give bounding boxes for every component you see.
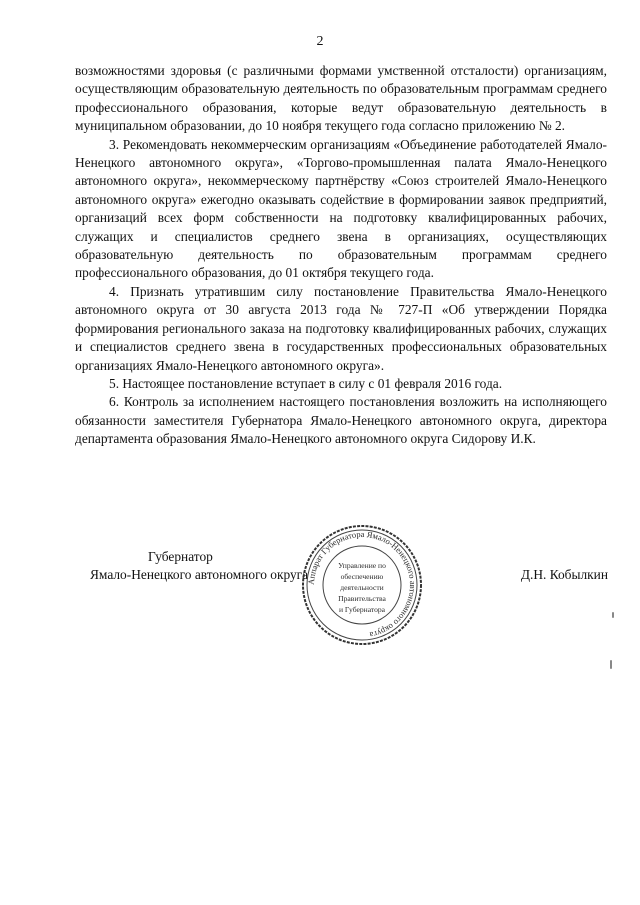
paragraph-item-4: 4. Признать утратившим силу постановление Правительства Ямало-Ненецкого автономного округа от 30 августа 2013 года № 727-П «Об утверждении Порядка формирования регионального заказа на подготовку квалифицированных рабочих, служащих и специалистов среднего звена в государственных профессиональных образовательных организациях Ямало-Ненецкого автономного округа». — [75, 283, 607, 373]
seal-outer-text: Аппарат Губернатора Ямало-Ненецкого автономного округа — [305, 528, 419, 641]
margin-ink-mark — [610, 660, 612, 669]
signatory-region: Ямало-Ненецкого автономного округа — [90, 567, 309, 582]
official-seal-stamp — [300, 523, 424, 647]
seal-inner-line-4: Правительства — [338, 594, 386, 603]
seal-inner-line-3: деятельности — [340, 583, 384, 592]
seal-inner-line-1: Управление по — [338, 561, 386, 570]
paragraph-item-5: 5. Настоящее постановление вступает в силу с 01 февраля 2016 года. — [109, 375, 503, 391]
signatory-name: Д.Н. Кобылкин — [520, 567, 608, 582]
signatory-title: Губернатор — [148, 549, 213, 564]
seal-inner-line-2: обеспечению — [340, 572, 384, 581]
margin-ink-mark — [612, 612, 614, 618]
seal-inner-line-5: и Губернатора — [338, 605, 386, 614]
seal-graphic — [300, 523, 424, 647]
paragraph-continuation: возможностями здоровья (с различными формами умственной отсталости) организациям, осуществляющим образовательную деятельность по образовательным программам среднего профессионального образования, которые ведут образовательную деятельность в муниципальном образовании, до 10 ноября текущего года согласно приложению № 2. — [75, 63, 607, 134]
paragraph-item-6: 6. Контроль за исполнением настоящего постановления возложить на исполняющего обязанности заместителя Губернатора Ямало-Ненецкого автономного округа, директора департамента образования Ямало-Ненецкого автономного округа Сидорову И.К. — [75, 394, 607, 447]
paragraph-item-3: 3. Рекомендовать некоммерческим организациям «Объединение работодателей Ямало-Ненецкого автономного округа», «Торгово-промышленная палата Ямало-Ненецкого автономного округа», некоммерческому партнёрству «Союз строителей Ямало-Ненецкого автономного округа» ежегодно оказывать содействие в формировании заявок предприятий, организаций всех форм собственности на подготовку квалифицированных рабочих, служащих и специалистов среднего звена в организациях, осуществляющих образовательную деятельность по образовательным программам среднего профессионального образования, до 01 октября текущего года. — [75, 136, 607, 281]
page-number: 2 — [316, 34, 324, 49]
